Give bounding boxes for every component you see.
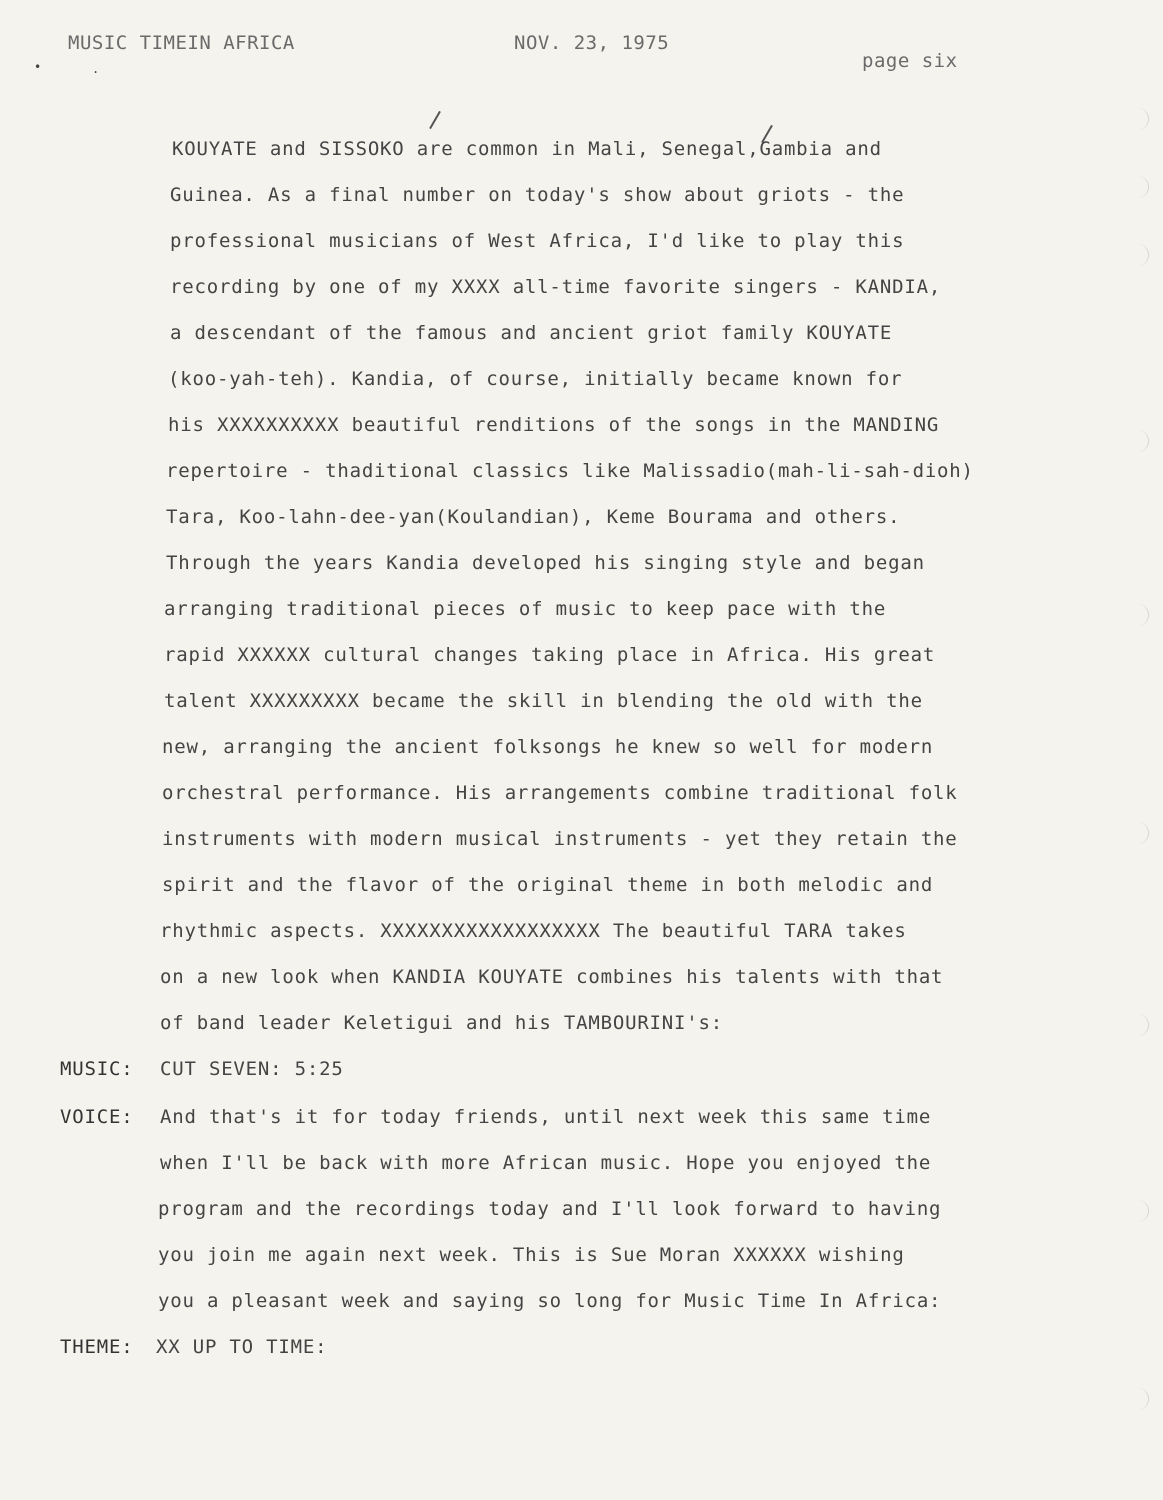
header-date: NOV. 23, 1975	[514, 32, 670, 54]
voice-line: program and the recordings today and I'll look forward to having	[158, 1198, 942, 1220]
body-line: talent XXXXXXXXX became the skill in blending the old with the	[164, 690, 923, 712]
body-line: new, arranging the ancient folksongs he knew so well for modern	[162, 736, 934, 758]
voice-line: you join me again next week. This is Sue Moran XXXXXX wishing	[158, 1244, 905, 1266]
body-line: KOUYATE and SISSOKO are common in Mali, Senegal,Gambia and	[172, 138, 882, 160]
body-line: of band leader Keletigui and his TAMBOURINI's:	[160, 1012, 723, 1034]
binder-hole	[1132, 244, 1149, 266]
body-line: his XXXXXXXXXX beautiful renditions of the songs in the MANDING	[168, 414, 940, 436]
stray-mark: .	[92, 62, 100, 76]
body-line: Guinea. As a final number on today's show about griots - the	[170, 184, 905, 206]
body-line: orchestral performance. His arrangements combine traditional folk	[162, 782, 958, 804]
voice-cue-label: VOICE:	[60, 1106, 134, 1128]
body-line: (koo-yah-teh). Kandia, of course, initially became known for	[168, 368, 903, 390]
binder-hole	[1132, 822, 1149, 844]
header-page-number: page six	[862, 50, 958, 72]
handwritten-accent-mark	[429, 111, 441, 129]
stray-mark: •	[34, 60, 42, 74]
body-line: professional musicians of West Africa, I'd like to play this	[170, 230, 905, 252]
theme-cue-label: THEME:	[60, 1336, 134, 1358]
body-line: a descendant of the famous and ancient griot family KOUYATE	[170, 322, 893, 344]
body-line: rhythmic aspects. XXXXXXXXXXXXXXXXXX The beautiful TARA takes	[160, 920, 907, 942]
binder-hole	[1132, 1014, 1149, 1036]
binder-hole	[1132, 1200, 1149, 1222]
header-program-title: MUSIC TIMEIN AFRICA	[68, 32, 295, 54]
body-line: recording by one of my XXXX all-time favorite singers - KANDIA,	[170, 276, 942, 298]
music-cue-text: CUT SEVEN: 5:25	[160, 1058, 344, 1080]
voice-line: And that's it for today friends, until next week this same time	[160, 1106, 932, 1128]
body-line: rapid XXXXXX cultural changes taking place in Africa. His great	[164, 644, 936, 666]
body-line: on a new look when KANDIA KOUYATE combines his talents with that	[160, 966, 944, 988]
body-line: Through the years Kandia developed his singing style and began	[166, 552, 925, 574]
binder-hole	[1132, 430, 1149, 452]
voice-line: when I'll be back with more African music. Hope you enjoyed the	[160, 1152, 932, 1174]
body-line: instruments with modern musical instruments - yet they retain the	[162, 828, 958, 850]
binder-hole	[1132, 604, 1149, 626]
music-cue-label: MUSIC:	[60, 1058, 134, 1080]
binder-hole	[1132, 176, 1149, 198]
body-line: Tara, Koo-lahn-dee-yan(Koulandian), Keme Bourama and others.	[166, 506, 901, 528]
body-line: arranging traditional pieces of music to keep pace with the	[164, 598, 887, 620]
body-line: spirit and the flavor of the original theme in both melodic and	[162, 874, 934, 896]
voice-line: you a pleasant week and saying so long for Music Time In Africa:	[158, 1290, 942, 1312]
theme-cue-text: XX UP TO TIME:	[156, 1336, 328, 1358]
body-line: repertoire - thaditional classics like Malissadio(mah-li-sah-dioh)	[166, 460, 974, 482]
binder-hole	[1132, 1388, 1149, 1410]
binder-hole	[1132, 108, 1149, 130]
